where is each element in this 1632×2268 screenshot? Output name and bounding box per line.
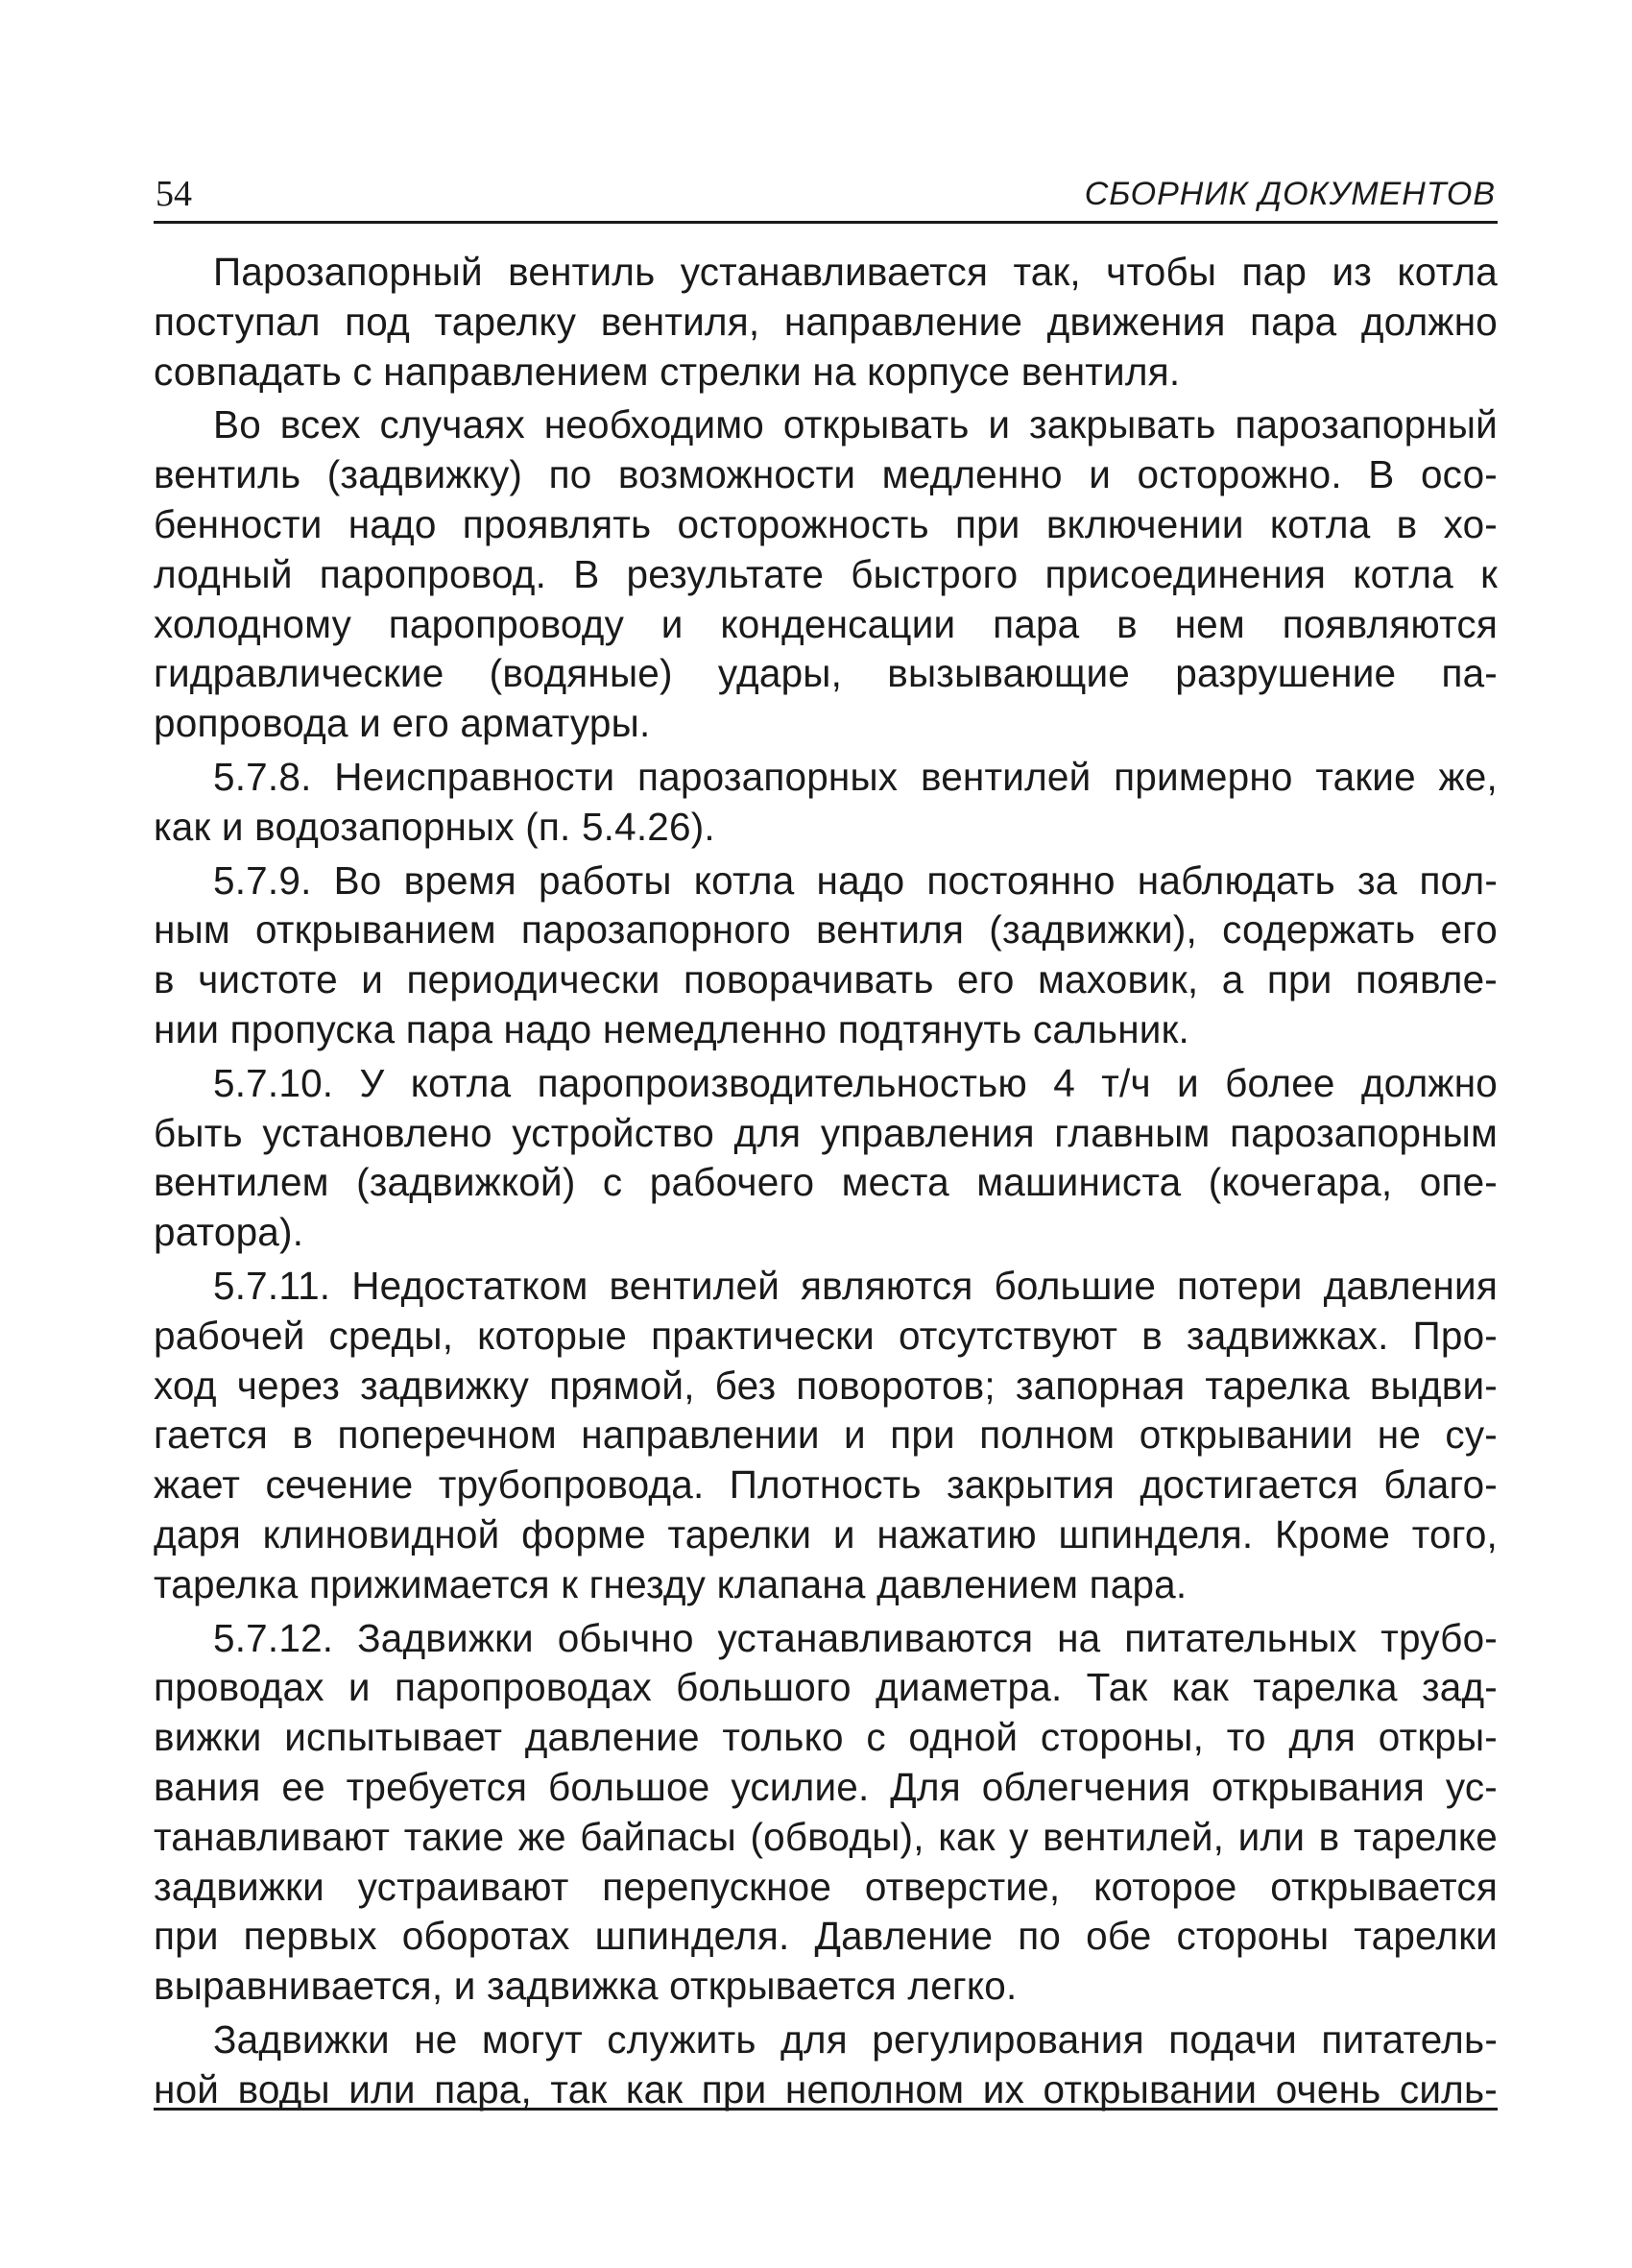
paragraph: [154, 1262, 1498, 1610]
text-line: нии пропуска пара надо немедленно подтянуть сальник.: [154, 1006, 1189, 1051]
text-line: ратора).: [154, 1210, 304, 1255]
text-line: при первых оборотах шпинделя. Давление по обе стороны тарелки: [154, 1914, 1498, 1959]
text-line: поступал под тарелку вентиля, направление движения пара должно: [154, 299, 1498, 344]
text-line: ропровода и его арматуры.: [154, 701, 651, 746]
text-line: лодный паропровод. В результате быстрого присоединения котла к: [154, 551, 1498, 596]
text-line: 5.7.9. Во время работы котла надо постоянно наблюдать за пол-: [213, 857, 1498, 903]
paragraph: [154, 1059, 1498, 1258]
text-line: гидравлические (водяные) удары, вызывающие разрушение па-: [154, 651, 1498, 696]
text-line: жает сечение трубопровода. Плотность закрытия достигается благо-: [154, 1462, 1498, 1508]
book-title: СБОРНИК ДОКУМЕНТОВ: [1084, 176, 1496, 212]
text-line: даря клиновидной форме тарелки и нажатию шпинделя. Кроме того,: [154, 1511, 1498, 1556]
text-line: 5.7.10. У котла паропроизводительностью 4 т/ч и более должно: [213, 1060, 1498, 1105]
text-line: выравнивается, и задвижка открывается легко.: [154, 1964, 1018, 2009]
text-line: Задвижки не могут служить для регулирования подачи питатель-: [213, 2016, 1498, 2062]
text-line: вижки испытывает давление только с одной стороны, то для откры-: [154, 1715, 1498, 1760]
bottom-rule: [154, 2108, 1498, 2111]
text-line: холодному паропроводу и конденсации пара в нем появляются: [154, 601, 1498, 646]
running-header: [154, 171, 1498, 224]
text-line: совпадать с направлением стрелки на корпусе вентиля.: [154, 349, 1181, 394]
text-line: как и водозапорных (п. 5.4.26).: [154, 804, 715, 849]
text-line: тарелка прижимается к гнезду клапана давлением пара.: [154, 1561, 1188, 1606]
text-line: ход через задвижку прямой, без поворотов; запорная тарелка выдви-: [154, 1363, 1498, 1408]
text-line: быть установлено устройство для управления главным парозапорным: [154, 1110, 1498, 1155]
text-line: 5.7.8. Неисправности парозапорных вентилей примерно такие же,: [213, 754, 1498, 799]
text-line: проводах и паропроводах большого диаметра. Так как тарелка зад-: [154, 1665, 1498, 1710]
paragraph: [154, 857, 1498, 1055]
text-line: 5.7.11. Недостатком вентилей являются большие потери давления: [213, 1263, 1498, 1308]
text-line: ной воды или пара, так как при неполном их открывании очень силь-: [154, 2066, 1498, 2111]
paragraph: [154, 2015, 1498, 2115]
text-line: задвижки устраивают перепускное отверстие, которое открывается: [154, 1864, 1498, 1909]
text-line: 5.7.12. Задвижки обычно устанавливаются на питательных трубо-: [213, 1615, 1498, 1660]
text-line: Во всех случаях необходимо открывать и закрывать парозапорный: [213, 402, 1498, 447]
paragraph: [154, 400, 1498, 749]
text-line: вентиль (задвижку) по возможности медленно и осторожно. В осо-: [154, 452, 1498, 497]
text-line: бенности надо проявлять осторожность при включении котла в хо-: [154, 501, 1498, 546]
text-line: Парозапорный вентиль устанавливается так, чтобы пар из котла: [213, 250, 1498, 294]
text-line: рабочей среды, которые практически отсутствуют в задвижках. Про-: [154, 1313, 1498, 1358]
text-line: танавливают такие же байпасы (обводы), как у вентилей, или в тарелке: [154, 1814, 1498, 1859]
body-text: [154, 248, 1498, 2114]
text-line: вания ее требуется большое усилие. Для облегчения открывания ус-: [154, 1764, 1498, 1809]
text-line: ным открыванием парозапорного вентиля (задвижки), содержать его: [154, 907, 1498, 953]
text-line: в чистоте и периодически поворачивать его маховик, а при появле-: [154, 957, 1498, 1002]
page-number: 54: [156, 174, 192, 214]
paragraph: [154, 753, 1498, 853]
text-line: гается в поперечном направлении и при полном открывании не су-: [154, 1412, 1498, 1458]
text-line: вентилем (задвижкой) с рабочего места машиниста (кочегара, опе-: [154, 1160, 1498, 1205]
paragraph: [154, 248, 1498, 397]
paragraph: [154, 1614, 1498, 2012]
